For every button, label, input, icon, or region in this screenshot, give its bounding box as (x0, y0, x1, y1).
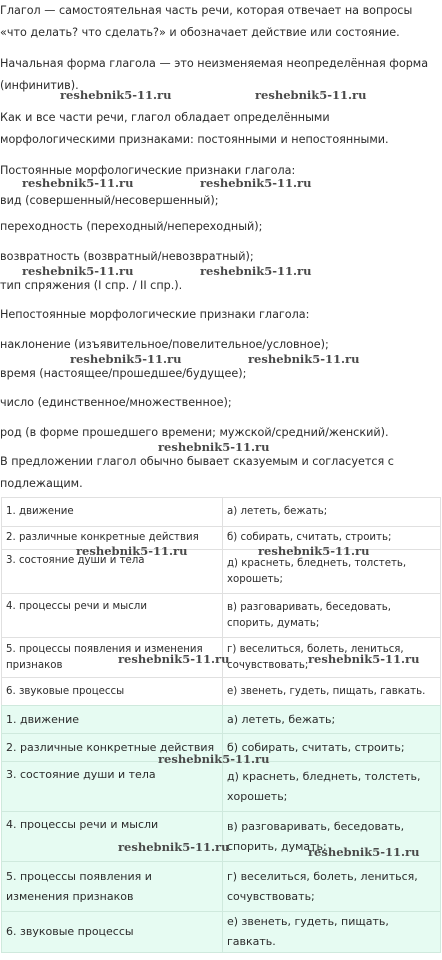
table-cell-group: 1. движение (2, 498, 223, 527)
variable-features-heading: Непостоянные морфологические признаки глагола: (0, 308, 310, 321)
table-cell-group: 3. состояние души и тела (2, 550, 223, 594)
table-row (2, 706, 441, 734)
table-row (2, 678, 441, 706)
feature-conjugation: тип спряжения (I спр. / II спр.). (0, 279, 183, 292)
watermark: reshebnik5-11.ru (308, 652, 420, 666)
table-cell-examples: г) веселиться, болеть, лениться, сочувствовать; (223, 862, 441, 912)
constant-features-heading: Постоянные морфологические признаки глагола: (0, 164, 296, 177)
table-row (2, 862, 441, 912)
table-cell-group: 5. процессы появления и изменения признаков (2, 638, 223, 678)
table-cell-group: 6. звуковые процессы (2, 912, 223, 953)
table-row (2, 498, 441, 527)
feature-gender: род (в форме прошедшего времени; мужской/средний/женский). (0, 426, 389, 439)
table-row (2, 912, 441, 953)
watermark: reshebnik5-11.ru (248, 352, 360, 366)
watermark: reshebnik5-11.ru (70, 352, 182, 366)
table-cell-group: 1. движение (2, 706, 223, 734)
table-row (2, 550, 441, 594)
feature-tense: время (настоящее/прошедшее/будущее); (0, 367, 247, 380)
table-cell-examples: в) разговаривать, беседовать, спорить, думать; (223, 812, 441, 862)
table-cell-examples: д) краснеть, бледнеть, толстеть, хорошеть; (223, 762, 441, 812)
table-cell-group: 6. звуковые процессы (2, 678, 223, 706)
table-cell-group: 3. состояние души и тела (2, 762, 223, 812)
watermark: reshebnik5-11.ru (200, 264, 312, 278)
table-cell-examples: б) собирать, считать, строить; (223, 734, 441, 762)
table-cell-group: 5. процессы появления и изменения признаков (2, 862, 223, 912)
watermark: reshebnik5-11.ru (158, 752, 270, 766)
table-cell-examples: е) звенеть, гудеть, пищать, гавкать. (223, 912, 441, 953)
watermark: reshebnik5-11.ru (158, 440, 270, 454)
table-row (2, 594, 441, 638)
feature-number: число (единственное/множественное); (0, 396, 232, 409)
verb-groups-table (1, 497, 441, 706)
table-cell-examples: б) собирать, считать, строить; (223, 527, 441, 550)
watermark: reshebnik5-11.ru (255, 88, 367, 102)
table-row (2, 762, 441, 812)
feature-reflexivity: возвратность (возвратный/невозвратный); (0, 250, 254, 263)
table-cell-examples: а) лететь, бежать; (223, 498, 441, 527)
watermark: reshebnik5-11.ru (22, 176, 134, 190)
table-cell-group: 2. различные конкретные действия (2, 734, 223, 762)
feature-mood: наклонение (изъявительное/повелительное/условное); (0, 338, 329, 351)
table-cell-group: 4. процессы речи и мысли (2, 594, 223, 638)
watermark: reshebnik5-11.ru (258, 544, 370, 558)
watermark: reshebnik5-11.ru (200, 176, 312, 190)
table-cell-examples: д) краснеть, бледнеть, толстеть, хорошеть; (223, 550, 441, 594)
syntax-role-paragraph: В предложении глагол обычно бывает сказуемым и согласуется с подлежащим. (0, 455, 394, 490)
verb-groups-table-highlighted (1, 705, 441, 953)
infinitive-paragraph: Начальная форма глагола — это неизменяемая неопределённая форма (инфинитив). (0, 57, 429, 92)
table-cell-examples: а) лететь, бежать; (223, 706, 441, 734)
table-cell-group: 2. различные конкретные действия (2, 527, 223, 550)
watermark: reshebnik5-11.ru (118, 652, 230, 666)
table-cell-examples: е) звенеть, гудеть, пищать, гавкать. (223, 678, 441, 706)
table-cell-examples: в) разговаривать, беседовать, спорить, думать; (223, 594, 441, 638)
watermark: reshebnik5-11.ru (76, 544, 188, 558)
watermark: reshebnik5-11.ru (22, 264, 134, 278)
feature-transitivity: переходность (переходный/непереходный); (0, 220, 263, 233)
table-cell-group: 4. процессы речи и мысли (2, 812, 223, 862)
table-row (2, 527, 441, 550)
table-cell-examples: г) веселиться, болеть, лениться, сочувствовать; (223, 638, 441, 678)
watermark: reshebnik5-11.ru (118, 840, 230, 854)
definition-paragraph: Глагол — самостоятельная часть речи, которая отвечает на вопросы «что делать? что сделать?» и обозначает действие или состояние. (0, 4, 413, 39)
feature-aspect: вид (совершенный/несовершенный); (0, 194, 219, 207)
watermark: reshebnik5-11.ru (60, 88, 172, 102)
features-intro-paragraph: Как и все части речи, глагол обладает определёнными морфологическими признаками: постоянными и непостоянными. (0, 111, 389, 146)
watermark: reshebnik5-11.ru (308, 845, 420, 859)
